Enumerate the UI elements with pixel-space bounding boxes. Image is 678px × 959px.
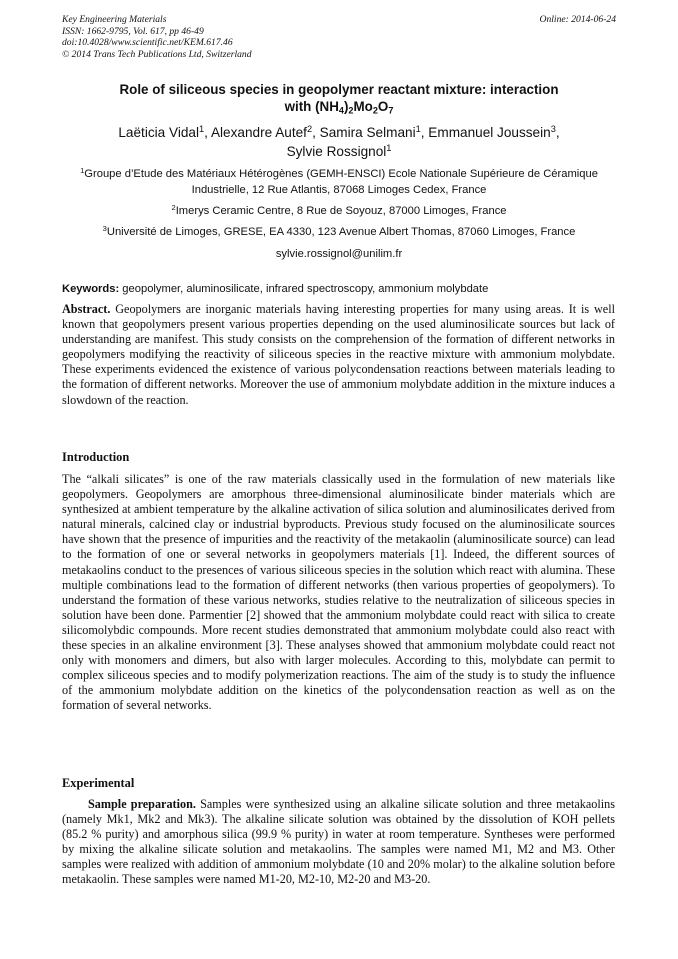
author-name: Laëticia Vidal [118, 125, 199, 140]
author-list [62, 124, 616, 161]
keywords-label: Keywords: [62, 283, 120, 295]
author-line-2: Sylvie Rossignol$^1$ [286, 142, 392, 159]
title-line-2: with $(NH_4)_2Mo_2O_7$ [284, 99, 394, 116]
introduction-heading: Introduction [62, 450, 130, 464]
issn-line: ISSN: 1662-9795, Vol. 617, pp 46-49 [62, 25, 204, 37]
sample-preparation-body: Sample preparation. Samples were synthesized using an alkaline silicate solution and three metakaolins (namely Mk1, Mk2 and Mk3). The alkaline silicate solution was obtained by the dissolution of KOH pellets (85.2 % purity) and amorphous silica (99.9 % purity) in water at room temperature. Syntheses were performed by mixing the alkaline silicate solution and metakaolins. The samples were named M1, M2 and M3. Other samples were realized with addition of ammonium molybdate (10 and 20% molar) to the alkaline solution before metakaolin. These samples were named M1-20, M2-10, M2-20 and M3-20. [62, 797, 615, 887]
title-line-1: Role of siliceous species in geopolymer reactant mixture: interaction [119, 82, 559, 97]
affiliation-3: $^3$Université de Limoges, GRESE, EA 4330, 123 Avenue Albert Thomas, 87060 Limoges, France [102, 223, 576, 238]
paper-title [62, 81, 616, 115]
online-date: Online: 2014-06-24 [539, 14, 616, 25]
affiliation-2: $^2$Imerys Ceramic Centre, 8 Rue de Soyouz, 87000 Limoges, France [171, 202, 507, 217]
affiliation-1: $^1$Groupe d’Etude des Matériaux Hétérogènes (GEMH-ENSCI) Ecole Nationale Supérieure de Céramique Industrielle, 12 Rue Atlantis, 87068 Limoges Cedex, France [80, 165, 598, 196]
author-name: Emmanuel Joussein [428, 125, 551, 140]
doi-line: doi:10.4028/www.scientific.net/KEM.617.46 [62, 37, 233, 48]
sample-preparation-label: Sample preparation. [88, 797, 196, 811]
journal-name: Key Engineering Materials [62, 14, 167, 25]
author-name: Samira Selmani [319, 125, 416, 140]
contact-email[interactable]: sylvie.rossignol@unilim.fr [275, 248, 403, 260]
author-name: Sylvie Rossignol [286, 143, 387, 159]
journal-header [62, 14, 616, 60]
introduction-body: The “alkali silicates” is one of the raw materials classically used in the formulation of new materials like geopolymers. Geopolymers are amorphous three-dimensional aluminosilicate binder materials which are synthesized at ambient temperature by the alkaline activation of silica solution and aluminosilicates derived from natural minerals, calcined clay or industrial byproducts. Previous study focused on the aluminosilicate sources have shown that the presence of impurities and the reactivity of the metakaolin (aluminosilicate source) can lead to the formation of one or several networks in geopolymers materials [1]. Indeed, the different sources of metakaolins conduct to the presences of various siliceous species in the solution which react with alumina. These multiple combinations lead to the formation of different networks (then various properties of geopolymers). To understand the formation of these various networks, studies relative to the neutralization of siliceous species in solution have been done. Parmentier [2] showed that the ammonium molybdate could react with silica to create silicomolybdic compounds. More recent studies demonstrated that ammonium molybdate could also react with these species in an alkaline environment [3]. These analyses showed that ammonium molybdate could react not only with monomers and dimers, but also with larger molecules. According to this, molybdate can permit to complex siliceous species and to modify polymerization reactions. The aim of the study is to study the influence of the ammonium molybdate addition on the kinetics of the polycondensation reaction as well as on the formation of several networks. [62, 472, 615, 713]
abstract: Abstract. Geopolymers are inorganic materials having interesting properties for many using areas. It is well known that geopolymers present various properties depending on the used aluminosilicate sources but lack of understanding are manifest. This study consists on the comprehension of the formation of different networks in geopolymers modifying the reactivity of siliceous species in the reactive mixture with ammonium molybdate. These experiments evidenced the existence of various polycondensation reactions between materials leading to the formation of different networks. Moreover the use of ammonium molybdate addition in the mixture induces a slowdown of the reaction. [62, 302, 615, 407]
copyright-line: © 2014 Trans Tech Publications Ltd, Switzerland [62, 48, 252, 60]
experimental-heading: Experimental [62, 776, 135, 790]
keywords: Keywords: geopolymer, aluminosilicate, infrared spectroscopy, ammonium molybdate [62, 283, 489, 295]
author-name: Alexandre Autef [210, 125, 307, 140]
abstract-label: Abstract. [62, 302, 111, 316]
author-line-1: Laëticia Vidal$^1$, Alexandre Autef$^2$, Samira Selmani$^1$, Emmanuel Joussein$^3$, [118, 123, 560, 140]
